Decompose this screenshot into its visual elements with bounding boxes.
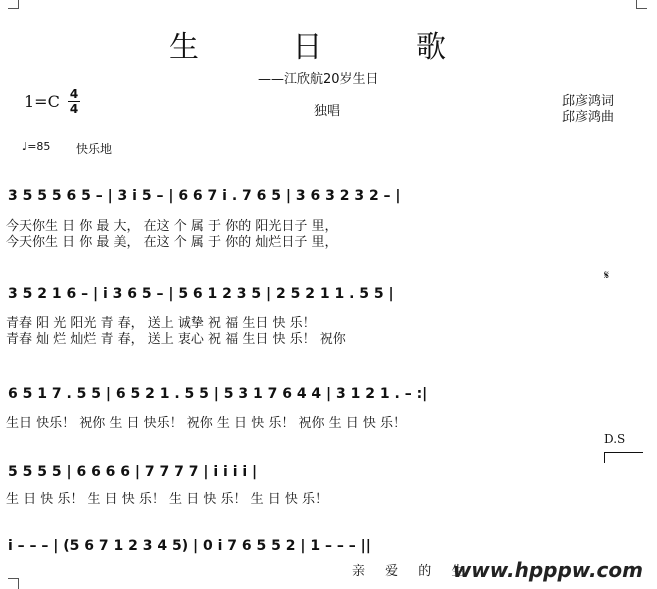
lyric-line-2a: 青春 阳 光 阳光 青 春， 送上 诚挚 祝 福 生日 快 乐！: [6, 316, 316, 331]
notation-line-1: 3 5 5 5 6 5 – | 3 i 5 – | 6 6 7 i . 7 6 5 | 3 6 3 2 3 2 – |: [8, 188, 401, 204]
lyric-line-1b: 今天你生 日 你 最 美， 在这 个 属 于 你的 灿烂日子 里，: [6, 235, 338, 250]
song-subtitle: ——江欣航20岁生日: [258, 72, 379, 87]
crop-mark-top-left: [8, 0, 19, 9]
notation-line-4: 5 5 5 5 | 6 6 6 6 | 7 7 7 7 | i i i i |: [8, 464, 258, 480]
tempo-marking: ♩=85: [22, 140, 51, 153]
time-signature-bottom: 4: [69, 102, 79, 116]
time-signature: [68, 88, 80, 115]
notation-line-3: 6 5 1 7 . 5 5 | 6 5 2 1 . 5 5 | 5 3 1 7 6 4 4 | 3 1 2 1 . – :|: [8, 386, 428, 402]
credits: [562, 94, 614, 126]
crop-mark-top-right: [636, 0, 647, 9]
song-title: 生 日 歌: [168, 30, 489, 65]
lyricist-credit: 邱彦鸿词: [562, 94, 615, 109]
composer-credit: 邱彦鸿曲: [562, 110, 615, 125]
volta-bracket: [604, 452, 643, 463]
lyric-line-1a: 今天你生 日 你 最 大， 在这 个 属 于 你的 阳光日子 里，: [6, 219, 338, 234]
ds-mark: D.S: [604, 432, 626, 446]
time-signature-top: 4: [69, 87, 79, 101]
performance-type: 独唱: [314, 104, 341, 119]
lyric-line-2b: 青春 灿 烂 灿烂 青 春， 送上 衷心 祝 福 生日 快 乐！ 祝你: [6, 332, 346, 347]
site-watermark: www.hpppw.com: [452, 558, 643, 582]
notation-line-5: i – – – | (5 6 7 1 2 3 4 5) | 0 i 7 6 5 5 2 | 1 – – – ||: [8, 538, 371, 554]
segno-mark: 𝄋: [604, 268, 610, 282]
style-marking: 快乐地: [76, 142, 113, 156]
crop-mark-bottom-left: [8, 578, 19, 589]
lyric-line-5: 亲 爱 的 生: [352, 564, 473, 579]
key-signature: 1=C: [24, 92, 60, 111]
lyric-line-4: 生 日 快 乐！ 生 日 快 乐！ 生 日 快 乐！ 生 日 快 乐！: [6, 492, 328, 507]
notation-line-2: 3 5 2 1 6 – | i 3 6 5 – | 5 6 1 2 3 5 | 2 5 2 1 1 . 5 5 |: [8, 286, 394, 302]
lyric-line-3: 生日 快乐！ 祝你 生 日 快乐！ 祝你 生 日 快 乐！ 祝你 生 日 快 乐！: [6, 416, 406, 431]
